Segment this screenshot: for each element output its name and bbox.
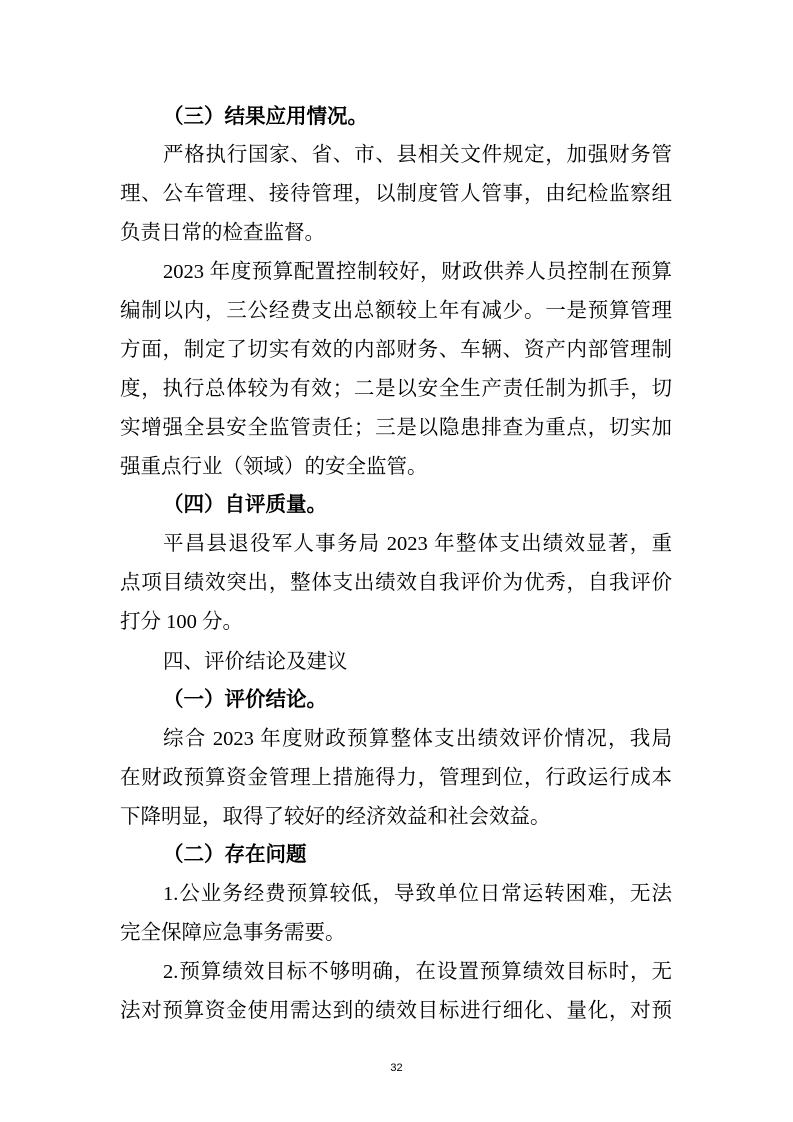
paragraph-line: 法对预算资金使用需达到的绩效目标进行细化、量化，对预 (120, 999, 672, 1022)
paragraph-line: 1.公业务经费预算较低，导致单位日常运转困难，无法 (163, 883, 672, 906)
paragraph-line: 度，执行总体较为有效；二是以安全生产责任制为抓手，切 (120, 377, 672, 400)
paragraph-line: 强重点行业（领域）的安全监管。 (120, 455, 428, 478)
page-body (120, 98, 672, 1031)
paragraph-line: 实增强全县安全监管责任；三是以隐患排查为重点，切实加 (120, 416, 672, 439)
subsection-heading: （二）存在问题 (163, 844, 307, 867)
list-item (120, 953, 672, 1031)
paragraph-line: 平昌县退役军人事务局 2023 年整体支出绩效显著，重 (163, 533, 672, 556)
paragraph-line: 负责日常的检查监督。 (120, 222, 325, 245)
paragraph-line: 方面，制定了切实有效的内部财务、车辆、资产内部管理制 (120, 338, 672, 361)
paragraph-line: 理、公车管理、接待管理，以制度管人管事，由纪检监察组 (120, 183, 672, 206)
paragraph (120, 720, 672, 837)
paragraph (120, 136, 672, 253)
paragraph-line: 2023 年度预算配置控制较好，财政供养人员控制在预算 (163, 261, 672, 284)
paragraph-line: 完全保障应急事务需要。 (120, 922, 346, 945)
paragraph (120, 253, 672, 486)
paragraph-line: 打分 100 分。 (120, 611, 243, 634)
subsection-heading: （四）自评质量。 (163, 494, 327, 517)
page-number: 32 (390, 1062, 403, 1074)
section-heading: 四、评价结论及建议 (163, 648, 348, 673)
paragraph-line: 在财政预算资金管理上措施得力，管理到位，行政运行成本 (120, 766, 672, 789)
paragraph-line: 2.预算绩效目标不够明确，在设置预算绩效目标时，无 (163, 961, 672, 984)
subsection-heading: （一）评价结论。 (163, 688, 327, 711)
paragraph (120, 525, 672, 642)
subsection-heading: （三）结果应用情况。 (163, 105, 368, 128)
paragraph-line: 点项目绩效突出，整体支出绩效自我评价为优秀，自我评价 (120, 572, 672, 595)
paragraph-line: 下降明显，取得了较好的经济效益和社会效益。 (120, 805, 551, 828)
paragraph-line: 严格执行国家、省、市、县相关文件规定，加强财务管 (163, 144, 672, 167)
list-item (120, 875, 672, 953)
paragraph-line: 综合 2023 年度财政预算整体支出绩效评价情况，我局 (163, 727, 672, 750)
paragraph-line: 编制以内，三公经费支出总额较上年有减少。一是预算管理 (120, 299, 672, 322)
